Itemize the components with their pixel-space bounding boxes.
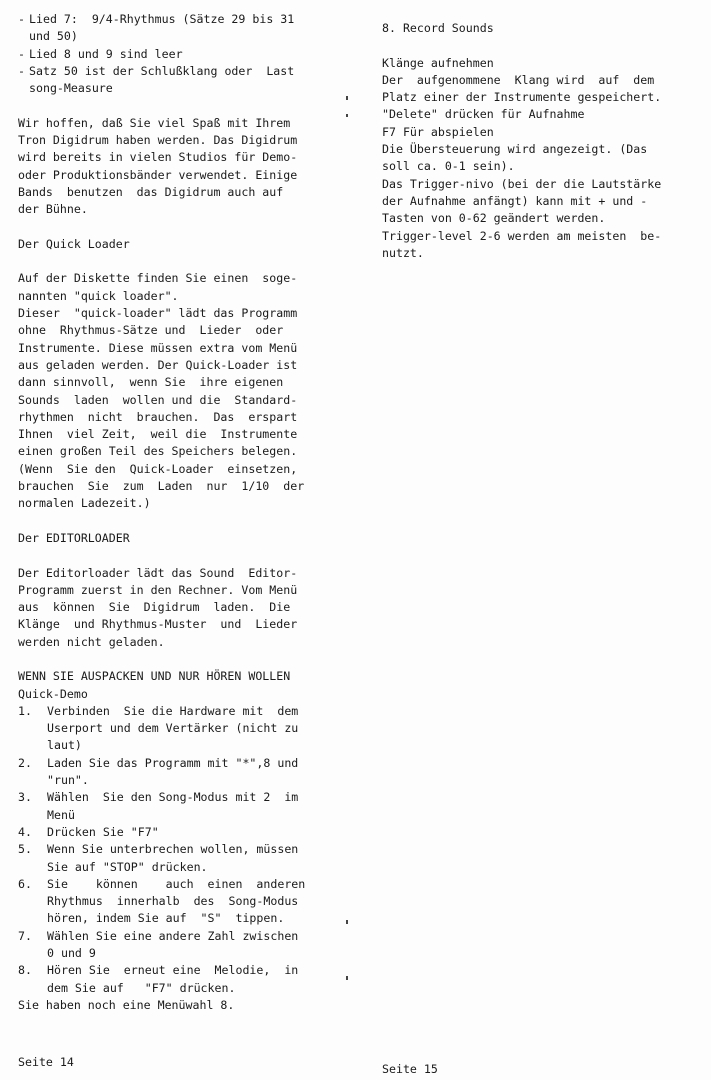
quick-loader-paragraph xyxy=(18,270,322,512)
text-line: oder Produktionsbänder verwendet. Einige xyxy=(18,167,298,182)
text-line: Tron Digidrum haben werden. Das Digidrum xyxy=(18,133,298,148)
text-line: nutzt. xyxy=(382,245,424,260)
text-line: aus geladen werden. Der Quick-Loader ist xyxy=(18,357,298,372)
text-line: F7 Für abspielen xyxy=(382,124,494,139)
text-line: Drücken Sie "F7" xyxy=(47,824,159,839)
quick-loader-heading: Der Quick Loader xyxy=(18,236,130,251)
text-line: Dieser "quick-loader" lädt das Programm xyxy=(18,306,298,321)
closing-line: Sie haben noch eine Menüwahl 8. xyxy=(18,997,235,1012)
text-line: aus können Sie Digidrum laden. Die xyxy=(18,600,291,615)
quick-demo-subheading: Quick-Demo xyxy=(18,686,88,701)
text-line: Hören Sie erneut eine Melodie, in xyxy=(47,963,299,978)
text-line: einen großen Teil des Speichers belegen. xyxy=(18,444,298,459)
step-number: 4. xyxy=(18,824,32,839)
text-line: und 50) xyxy=(29,29,78,44)
editorloader-paragraph xyxy=(18,565,322,651)
text-line: dem Sie auf "F7" drücken. xyxy=(47,980,236,995)
list-item xyxy=(18,841,322,876)
bullet-mark: - xyxy=(18,63,25,78)
text-line: Instrumente. Diese müssen extra vom Menü xyxy=(18,340,298,355)
text-line: Wählen Sie eine andere Zahl zwischen xyxy=(47,928,299,943)
text-line: der Aufnahme anfängt) kann mit + und - xyxy=(382,193,648,208)
text-line: Ihnen viel Zeit, weil die Instrumente xyxy=(18,427,298,442)
text-line: Klänge aufnehmen xyxy=(382,55,494,70)
list-item xyxy=(18,755,322,790)
text-line: Das Trigger-nivo (bei der die Lautstärke xyxy=(382,176,662,191)
text-line: "run". xyxy=(47,773,89,788)
list-item xyxy=(18,789,322,824)
scan-speck xyxy=(346,920,348,924)
text-line: Satz 50 ist der Schlußklang oder Last xyxy=(29,63,295,78)
text-line: der Bühne. xyxy=(18,202,88,217)
text-line: Laden Sie das Programm mit "*",8 und xyxy=(47,755,299,770)
bullet-mark: - xyxy=(18,46,25,61)
text-line: ohne Rhythmus-Sätze und Lieder oder xyxy=(18,323,284,338)
step-number: 7. xyxy=(18,928,32,943)
text-line: Programm zuerst in den Rechner. Vom Menü xyxy=(18,582,298,597)
text-line: brauchen Sie zum Laden nur 1/10 der xyxy=(18,479,305,494)
text-line: Platz einer der Instrumente gespeichert. xyxy=(382,90,662,105)
list-item xyxy=(18,962,322,997)
text-line: Verbinden Sie die Hardware mit dem xyxy=(47,703,299,718)
list-item xyxy=(18,703,322,755)
text-line: Lied 7: 9/4-Rhythmus (Sätze 29 bis 31 xyxy=(29,12,295,26)
text-line: nannten "quick loader". xyxy=(18,288,179,303)
text-line: 0 und 9 xyxy=(47,946,96,961)
text-line: Bands benutzen das Digidrum auch auf xyxy=(18,184,284,199)
text-line: Trigger-level 2-6 werden am meisten be- xyxy=(382,228,662,243)
text-line: Auf der Diskette finden Sie einen soge- xyxy=(18,271,298,286)
text-line: normalen Ladezeit.) xyxy=(18,496,151,511)
text-line: Wir hoffen, daß Sie viel Spaß mit Ihrem xyxy=(18,115,291,130)
text-line: Sounds laden wollen und die Standard- xyxy=(18,392,298,407)
left-page-column xyxy=(18,0,322,1014)
list-item xyxy=(18,876,322,928)
bullet-mark: - xyxy=(18,12,25,26)
text-line: Wählen Sie den Song-Modus mit 2 im xyxy=(47,790,299,805)
quick-demo-steps xyxy=(18,703,322,997)
step-number: 3. xyxy=(18,790,32,805)
list-item xyxy=(18,824,322,841)
quick-demo-heading: WENN SIE AUSPACKEN UND NUR HÖREN WOLLEN xyxy=(18,669,291,684)
page-number-right: Seite 15 xyxy=(382,1062,438,1076)
step-number: 8. xyxy=(18,963,32,978)
text-line: soll ca. 0-1 sein). xyxy=(382,159,515,174)
right-page-column xyxy=(382,20,690,262)
text-line: dann sinnvoll, wenn Sie ihre eigenen xyxy=(18,375,284,390)
text-line: wird bereits in vielen Studios für Demo- xyxy=(18,150,298,165)
record-sounds-heading: 8. Record Sounds xyxy=(382,21,494,35)
text-line: Rhythmus innerhalb des Song-Modus xyxy=(47,894,299,909)
text-line: Sie auf "STOP" drücken. xyxy=(47,859,208,874)
bullet-item xyxy=(18,11,322,46)
text-line: Der Editorloader lädt das Sound Editor- xyxy=(18,565,298,580)
editorloader-heading: Der EDITORLOADER xyxy=(18,530,130,545)
step-number: 6. xyxy=(18,876,32,891)
list-item xyxy=(18,928,322,963)
text-line: Wenn Sie unterbrechen wollen, müssen xyxy=(47,842,299,857)
text-line: Sie können auch einen anderen xyxy=(47,876,306,891)
step-number: 1. xyxy=(18,703,32,718)
intro-paragraph xyxy=(18,115,322,219)
scan-speck xyxy=(346,96,348,100)
page-number-left: Seite 14 xyxy=(18,1055,74,1069)
text-line: Menü xyxy=(47,807,75,822)
step-number: 5. xyxy=(18,842,32,857)
text-line: laut) xyxy=(47,738,82,753)
text-line: rhythmen nicht brauchen. Das erspart xyxy=(18,409,298,424)
text-line: Lied 8 und 9 sind leer xyxy=(29,46,183,61)
scan-speck xyxy=(346,114,348,117)
text-line: hören, indem Sie auf "S" tippen. xyxy=(47,911,285,926)
text-line: song-Measure xyxy=(29,81,113,96)
text-line: Der aufgenommene Klang wird auf dem xyxy=(382,72,655,87)
text-line: werden nicht geladen. xyxy=(18,634,165,649)
text-line: Die Übersteuerung wird angezeigt. (Das xyxy=(382,142,648,157)
text-line: Userport und dem Vertärker (nicht zu xyxy=(47,721,299,736)
bullet-item xyxy=(18,63,322,98)
text-line: Klänge und Rhythmus-Muster und Lieder xyxy=(18,617,298,632)
text-line: "Delete" drücken für Aufnahme xyxy=(382,107,585,122)
step-number: 2. xyxy=(18,755,32,770)
record-sounds-body xyxy=(382,55,690,263)
text-line: (Wenn Sie den Quick-Loader einsetzen, xyxy=(18,461,298,476)
bullet-item xyxy=(18,46,322,63)
text-line: Tasten von 0-62 geändert werden. xyxy=(382,211,606,226)
bullet-list xyxy=(18,11,322,97)
scan-speck xyxy=(346,976,348,980)
